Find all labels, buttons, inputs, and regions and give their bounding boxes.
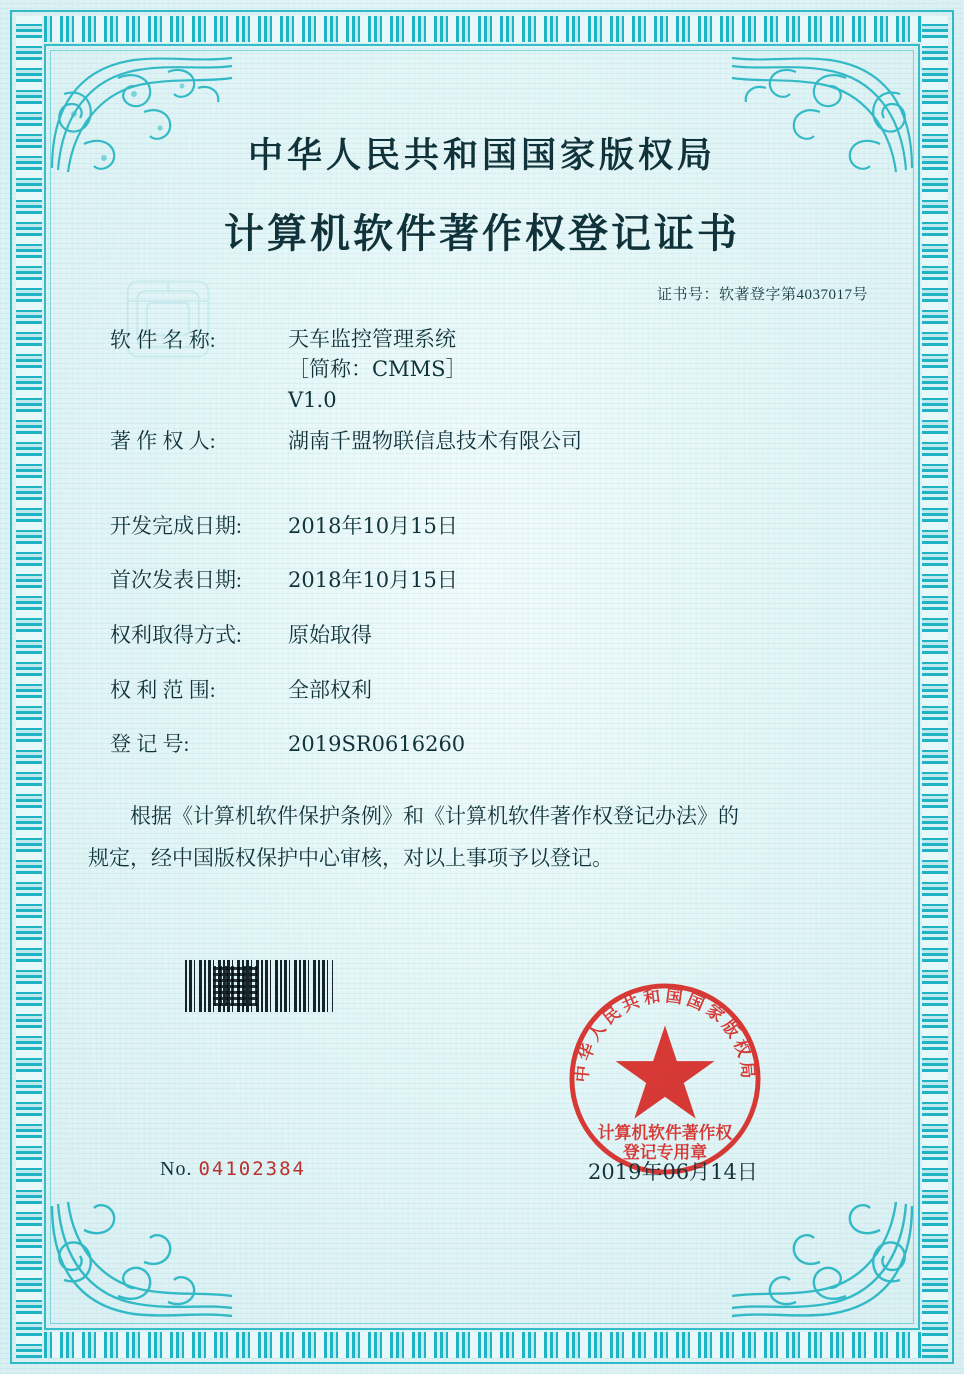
field-value-software-name: [288, 324, 886, 415]
corner-flourish-icon: [726, 1196, 916, 1326]
legal-paragraph: [78, 795, 886, 879]
field-label-first-publish-date: 首次发表日期:: [110, 568, 242, 593]
barcode-datamatrix: [213, 966, 257, 1006]
seal-center-line-2: 登记专用章: [622, 1142, 708, 1163]
official-seal: [566, 980, 764, 1178]
software-name-line-3: V1.0: [288, 387, 337, 412]
field-value-registration-number: 2019SR0616260: [288, 732, 466, 757]
field-row: [110, 510, 886, 543]
field-label-software-name: 软 件 名 称:: [110, 328, 216, 352]
field-value-rights-acquisition: 原始取得: [288, 622, 372, 647]
field-list: [78, 324, 886, 761]
certificate-number-label: 证书号：: [656, 287, 719, 303]
document-title: 计算机软件著作权登记证书: [224, 210, 740, 257]
issuer-title: 中华人民共和国国家版权局: [247, 135, 716, 176]
seal-ring-text: 中华人民共和国国家版权局: [571, 985, 759, 1084]
serial-number-label: No.: [160, 1158, 193, 1180]
field-label-development-date: 开发完成日期:: [110, 513, 242, 538]
field-row: [110, 324, 886, 415]
field-value-copyright-owner: 湖南千盟物联信息技术有限公司: [288, 429, 582, 454]
legal-paragraph-line-2: 规定，经中国版权保护中心审核，对以上事项予以登记。: [88, 845, 613, 870]
software-name-line-1: 天车监控管理系统: [288, 327, 456, 351]
certificate-content: [78, 128, 886, 879]
certificate-number-line: [78, 283, 886, 304]
field-row: [110, 674, 886, 707]
field-row: [110, 425, 886, 458]
field-value-rights-scope: 全部权利: [288, 677, 372, 702]
software-name-line-2: ［简称：CMMS］: [288, 357, 467, 382]
serial-number-value: 04102384: [198, 1158, 306, 1180]
field-row: [110, 728, 886, 761]
legal-paragraph-line-1: 根据《计算机软件保护条例》和《计算机软件著作权登记办法》的: [130, 803, 739, 828]
corner-flourish-icon: [48, 1196, 238, 1326]
field-label-rights-acquisition: 权利取得方式:: [110, 622, 242, 647]
barcode-bars: [185, 960, 333, 1012]
field-value-development-date: 2018年10月15日: [288, 513, 458, 538]
field-label-rights-scope: 权 利 范 围:: [110, 677, 216, 702]
certificate-number-value: 软著登字第4037017号: [718, 287, 868, 303]
seal-center-line-1: 计算机软件著作权: [597, 1122, 733, 1143]
barcode: [185, 960, 333, 1012]
field-label-copyright-owner: 著 作 权 人:: [110, 429, 216, 454]
serial-number: [160, 1158, 306, 1181]
field-label-registration-number: 登 记 号:: [110, 732, 190, 757]
field-row: [110, 619, 886, 652]
field-row: [110, 564, 886, 597]
field-value-first-publish-date: 2018年10月15日: [288, 568, 458, 593]
issue-date: 2019年06月14日: [588, 1160, 758, 1184]
spacer: [110, 480, 886, 510]
